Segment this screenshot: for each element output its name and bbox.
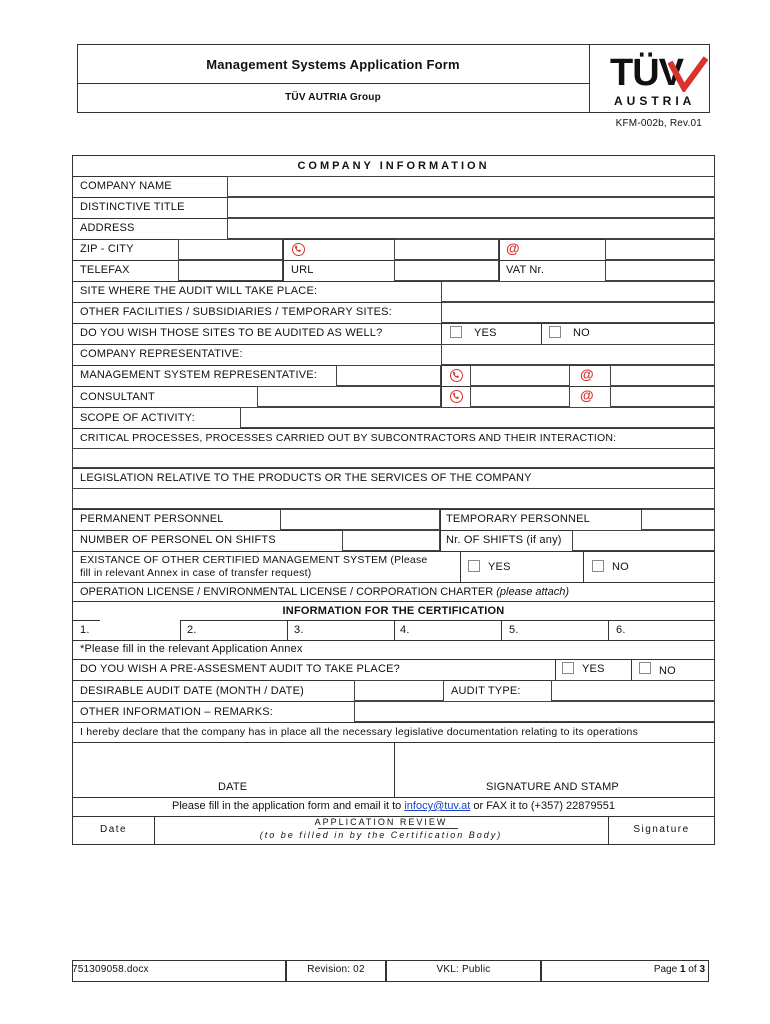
zip-city-input[interactable] (178, 239, 283, 260)
review-signature: Signature (633, 824, 690, 835)
phone-icon (450, 369, 463, 382)
pre-audit-question: DO YOU WISH A PRE-ASSESMENT AUDIT TO TAKE PLACE? (80, 663, 400, 675)
footer-revision-text: Revision: 02 (307, 964, 365, 975)
ms-rep-label: MANAGEMENT SYSTEM REPRESENTATIVE: (80, 369, 318, 381)
telefax-input[interactable] (178, 260, 283, 281)
existance-label-line1: EXISTANCE OF OTHER CERTIFIED MANAGEMENT SYSTEM (Please (80, 554, 428, 566)
existance-yes-checkbox[interactable] (468, 560, 480, 572)
company-rep-label: COMPANY REPRESENTATIVE: (80, 348, 243, 360)
scope-label: SCOPE OF ACTIVITY: (80, 412, 195, 424)
logo-subtext: AUSTRIA (614, 94, 696, 108)
phone-icon (292, 243, 305, 256)
cert-item-2: 2. (187, 624, 197, 636)
email-icon (580, 367, 594, 381)
license-label: OPERATION LICENSE / ENVIRONMENTAL LICENSE / CORPORATION CHARTER (80, 586, 494, 598)
review-title: APPLICATION REVIEW (314, 817, 448, 827)
shifts-personnel-label: NUMBER OF PERSONEL ON SHIFTS (80, 534, 276, 546)
email-icon (506, 241, 520, 255)
zip-city-label: ZIP - CITY (80, 243, 134, 255)
doc-code: KFM-002b, Rev.01 (615, 118, 702, 129)
consultant-email-input[interactable] (610, 386, 715, 407)
signature-stamp-label: SIGNATURE AND STAMP (486, 781, 619, 793)
ms-rep-phone-input[interactable] (470, 365, 570, 386)
date-label: DATE (218, 781, 248, 793)
audit-sites-no-label: NO (573, 327, 590, 339)
consultant-input[interactable] (257, 386, 441, 407)
page-mid: of (685, 964, 700, 975)
review-date: Date (100, 824, 128, 835)
company-rep-input[interactable] (441, 344, 715, 365)
footer-file-text: 751309058.docx (72, 964, 149, 975)
cert-item-1-input[interactable] (100, 620, 180, 640)
svg-text:@: @ (580, 388, 594, 402)
existance-no-label: NO (612, 561, 629, 573)
audit-sites-question: DO YOU WISH THOSE SITES TO BE AUDITED AS WELL? (80, 327, 383, 339)
cert-item-4: 4. (400, 624, 410, 636)
logo-check-mark (668, 56, 708, 92)
svg-text:@: @ (506, 241, 520, 255)
shifts-nr-label: Nr. OF SHIFTS (if any) (446, 534, 562, 546)
cert-item-6: 6. (616, 624, 626, 636)
review-subtitle: (to be filled in by the Certification Body) (259, 830, 503, 840)
company-section-title: COMPANY INFORMATION (297, 160, 490, 172)
audit-type-input[interactable] (551, 680, 715, 701)
declaration-text: I hereby declare that the company has in place all the necessary legislative documentation relating to its operations (80, 726, 639, 738)
address-input[interactable] (227, 218, 715, 239)
audit-sites-yes-label: YES (474, 327, 497, 339)
existance-no-checkbox[interactable] (592, 560, 604, 572)
existance-yes-label: YES (488, 561, 511, 573)
form-title: Management Systems Application Form (206, 57, 460, 72)
existance-label-line2: fill in relevant Annex in case of transfer request) (80, 567, 312, 579)
certification-title: INFORMATION FOR THE CERTIFICATION (282, 605, 505, 617)
email-link[interactable]: infocy@tuv.at (404, 800, 471, 812)
email-instructions (72, 800, 715, 812)
shifts-nr-input[interactable] (572, 530, 715, 551)
telefax-label: TELEFAX (80, 264, 130, 276)
company-name-input[interactable] (227, 176, 715, 197)
pre-audit-no-checkbox[interactable] (639, 662, 651, 674)
email-prefix: Please fill in the application form and email it to (172, 800, 405, 812)
phone-icon (450, 390, 463, 403)
pre-audit-yes-checkbox[interactable] (562, 662, 574, 674)
svg-text:@: @ (580, 367, 594, 381)
permanent-personnel-label: PERMANENT PERSONNEL (80, 513, 224, 525)
audit-date-label: DESIRABLE AUDIT DATE (MONTH / DATE) (80, 685, 304, 697)
audit-sites-yes-checkbox[interactable] (450, 326, 462, 338)
logo-text: TÜV (610, 52, 683, 94)
cert-item-5: 5. (509, 624, 519, 636)
critical-processes-label: CRITICAL PROCESSES, PROCESSES CARRIED OUT BY SUBCONTRACTORS AND THEIR INTERACTION: (80, 432, 617, 444)
other-info-input[interactable] (354, 701, 715, 722)
footer-vkl-text: VKL: Public (436, 964, 491, 975)
tuv-logo (606, 52, 706, 110)
audit-sites-no-checkbox[interactable] (549, 326, 561, 338)
consultant-phone-input[interactable] (470, 386, 570, 407)
audit-site-label: SITE WHERE THE AUDIT WILL TAKE PLACE: (80, 285, 318, 297)
email-suffix: or FAX it to (+357) 22879551 (470, 800, 615, 812)
form-subtitle: TÜV AUTRIA Group (285, 92, 381, 103)
distinctive-title-label: DISTINCTIVE TITLE (80, 201, 185, 213)
page-total: 3 (699, 964, 705, 975)
annex-note: *Please fill in the relevant Application Annex (80, 643, 303, 655)
temporary-personnel-input[interactable] (641, 509, 715, 530)
page-num: 1 (679, 964, 686, 975)
url-input[interactable] (394, 260, 499, 281)
cert-item-3: 3. (294, 624, 304, 636)
cert-item-1: 1. (80, 624, 90, 636)
pre-audit-no-label: NO (659, 665, 676, 677)
shifts-personnel-input[interactable] (342, 530, 440, 551)
footer-page-text (654, 964, 705, 975)
pre-audit-yes-label: YES (582, 663, 605, 675)
page-prefix: Page (653, 964, 680, 975)
distinctive-title-input[interactable] (227, 197, 715, 218)
other-info-label: OTHER INFORMATION – REMARKS: (80, 706, 274, 718)
audit-type-label: AUDIT TYPE: (451, 685, 521, 697)
legislation-label: LEGISLATION RELATIVE TO THE PRODUCTS OR THE SERVICES OF THE COMPANY (80, 472, 532, 484)
url-label: URL (291, 264, 314, 276)
ms-rep-input[interactable] (336, 365, 441, 386)
audit-site-input[interactable] (441, 281, 715, 302)
legislation-input[interactable] (72, 488, 715, 509)
other-facilities-input[interactable] (441, 302, 715, 323)
vat-label: VAT Nr. (506, 264, 545, 276)
company-name-label: COMPANY NAME (80, 180, 172, 192)
email-input[interactable] (605, 239, 715, 260)
license-row (80, 586, 569, 598)
temporary-personnel-label: TEMPORARY PERSONNEL (446, 513, 590, 525)
scope-input[interactable] (240, 407, 715, 428)
critical-processes-input[interactable] (72, 448, 715, 468)
email-icon (580, 388, 594, 402)
address-label: ADDRESS (80, 222, 135, 234)
license-note: (please attach) (496, 586, 570, 598)
audit-date-input[interactable] (354, 680, 444, 701)
other-facilities-label: OTHER FACILITIES / SUBSIDIARIES / TEMPORARY SITES: (80, 306, 392, 318)
ms-rep-email-input[interactable] (610, 365, 715, 386)
vat-input[interactable] (605, 260, 715, 281)
permanent-personnel-input[interactable] (280, 509, 440, 530)
phone-input[interactable] (394, 239, 499, 260)
consultant-label: CONSULTANT (80, 391, 155, 403)
